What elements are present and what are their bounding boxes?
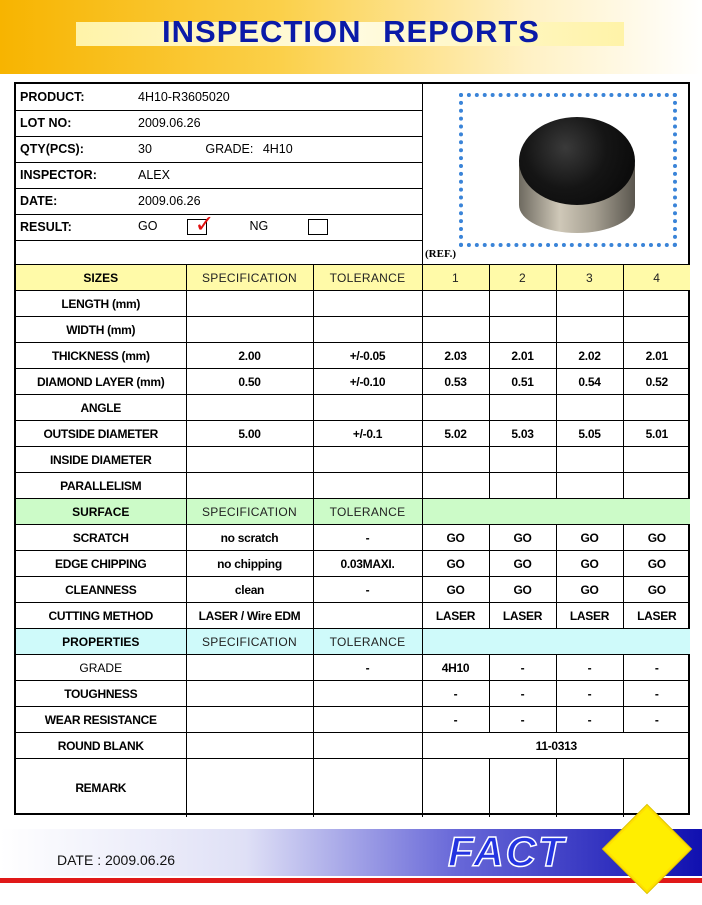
- sample-value-4: [623, 395, 690, 421]
- round-blank-tol: [313, 733, 422, 759]
- spec-cell: no chipping: [186, 551, 313, 577]
- row-label: DIAMOND LAYER (mm): [16, 369, 186, 395]
- remark-sample-2: [489, 759, 556, 817]
- row-label: INSIDE DIAMETER: [16, 447, 186, 473]
- ref-label: (REF.): [425, 248, 457, 260]
- spec-cell: [186, 291, 313, 317]
- tolerance-cell: [313, 603, 422, 629]
- sample-value-4: GO: [623, 577, 690, 603]
- sample-value-3: [556, 291, 623, 317]
- qty-value: 30: [138, 142, 152, 156]
- row-label: EDGE CHIPPING: [16, 551, 186, 577]
- info-row-qty: [16, 136, 422, 162]
- row-label: PARALLELISM: [16, 473, 186, 499]
- sample-value-3: GO: [556, 577, 623, 603]
- product-photo: [459, 93, 677, 247]
- remark-tol: [313, 759, 422, 817]
- spec-cell: [186, 655, 313, 681]
- result-label: RESULT:: [16, 214, 134, 240]
- tolerance-cell: +/-0.05: [313, 343, 422, 369]
- sample-value-4: [623, 447, 690, 473]
- table-row: [16, 551, 690, 577]
- tolerance-cell: [313, 317, 422, 343]
- tolerance-header: TOLERANCE: [313, 265, 422, 291]
- sample-value-2: [489, 473, 556, 499]
- remark-sample-1: [422, 759, 489, 817]
- inspector-label: INSPECTOR:: [16, 162, 134, 188]
- sample-value-3: [556, 447, 623, 473]
- sample-value-4: [623, 291, 690, 317]
- sample-value-3: [556, 395, 623, 421]
- sample-value-4: LASER: [623, 603, 690, 629]
- sample-value-1: 2.03: [422, 343, 489, 369]
- sizes-header-row: [16, 265, 690, 291]
- info-row-product: [16, 84, 422, 110]
- ng-checkbox[interactable]: [308, 219, 328, 235]
- spec-cell: 2.00: [186, 343, 313, 369]
- result-cell: [134, 210, 422, 240]
- spec-cell: [186, 707, 313, 733]
- sample-value-1: [422, 447, 489, 473]
- round-blank-value: 11-0313: [422, 733, 690, 759]
- row-label: OUTSIDE DIAMETER: [16, 421, 186, 447]
- sample-value-4: GO: [623, 525, 690, 551]
- sample-value-3: -: [556, 655, 623, 681]
- sample-value-2: GO: [489, 577, 556, 603]
- sample-value-2: 2.01: [489, 343, 556, 369]
- sample-value-1: GO: [422, 551, 489, 577]
- sample-value-2: -: [489, 681, 556, 707]
- row-label: CUTTING METHOD: [16, 603, 186, 629]
- sample-value-1: [422, 395, 489, 421]
- sample-value-2: [489, 395, 556, 421]
- round-blank-row: [16, 733, 690, 759]
- table-row: [16, 343, 690, 369]
- sample-value-1: -: [422, 681, 489, 707]
- sizes-header-label: SIZES: [16, 265, 186, 291]
- sample-value-3: 5.05: [556, 421, 623, 447]
- sample-value-1: [422, 291, 489, 317]
- lot-label: LOT NO:: [16, 110, 134, 136]
- sample-value-4: 2.01: [623, 343, 690, 369]
- remark-spec: [186, 759, 313, 817]
- tolerance-cell: -: [313, 525, 422, 551]
- ng-label: NG: [249, 219, 269, 234]
- sample-value-3: -: [556, 681, 623, 707]
- remark-sample-3: [556, 759, 623, 817]
- title-banner: [0, 0, 702, 74]
- sample-value-1: 0.53: [422, 369, 489, 395]
- product-value: 4H10-R3605020: [134, 84, 422, 110]
- sample-value-4: 5.01: [623, 421, 690, 447]
- sample-value-3: GO: [556, 551, 623, 577]
- product-label: PRODUCT:: [16, 84, 134, 110]
- table-row: [16, 421, 690, 447]
- sample-value-1: 4H10: [422, 655, 489, 681]
- sample-value-4: 0.52: [623, 369, 690, 395]
- properties-header-blank: [422, 629, 690, 655]
- info-row-inspector: [16, 162, 422, 188]
- info-row-result: [16, 214, 422, 240]
- checkmark-icon: ✓: [194, 210, 215, 238]
- sample-value-1: GO: [422, 577, 489, 603]
- sample-value-3: [556, 317, 623, 343]
- grade-label: GRADE:: [205, 142, 254, 156]
- sample-value-3: GO: [556, 525, 623, 551]
- round-blank-label: ROUND BLANK: [16, 733, 186, 759]
- tolerance-cell: [313, 395, 422, 421]
- row-label: ANGLE: [16, 395, 186, 421]
- row-label: SCRATCH: [16, 525, 186, 551]
- qty-label: QTY(PCS):: [16, 136, 134, 162]
- round-blank-spec: [186, 733, 313, 759]
- spec-cell: LASER / Wire EDM: [186, 603, 313, 629]
- tolerance-cell: [313, 447, 422, 473]
- sample-value-3: 2.02: [556, 343, 623, 369]
- spec-cell: [186, 681, 313, 707]
- sample-value-4: [623, 317, 690, 343]
- spec-cell: [186, 447, 313, 473]
- tolerance-cell: [313, 473, 422, 499]
- spacer-cell: [16, 240, 134, 266]
- sample-value-4: [623, 473, 690, 499]
- tolerance-cell: -: [313, 577, 422, 603]
- inspector-value: ALEX: [134, 162, 422, 188]
- specification-table: [16, 264, 690, 817]
- sample-header-4: 4: [623, 265, 690, 291]
- properties-header-row: [16, 629, 690, 655]
- spec-cell: clean: [186, 577, 313, 603]
- surface-header-blank: [422, 499, 690, 525]
- spec-cell: [186, 473, 313, 499]
- tolerance-header: TOLERANCE: [313, 499, 422, 525]
- table-row: [16, 291, 690, 317]
- sample-value-1: 5.02: [422, 421, 489, 447]
- tolerance-cell: 0.03MAXI.: [313, 551, 422, 577]
- sample-value-2: -: [489, 655, 556, 681]
- sample-value-4: GO: [623, 551, 690, 577]
- info-row-spacer: [16, 240, 422, 266]
- page-title: INSPECTION REPORTS: [162, 14, 540, 49]
- sample-header-1: 1: [422, 265, 489, 291]
- footer-date: DATE : 2009.06.26: [57, 852, 176, 868]
- tolerance-cell: +/-0.10: [313, 369, 422, 395]
- sample-value-4: -: [623, 707, 690, 733]
- info-row-date: [16, 188, 422, 214]
- footer: [0, 826, 702, 905]
- grade-value: 4H10: [262, 142, 293, 156]
- specification-header: SPECIFICATION: [186, 265, 313, 291]
- remark-sample-4: [623, 759, 690, 817]
- row-label: CLEANNESS: [16, 577, 186, 603]
- date-value: 2009.06.26: [134, 188, 422, 214]
- spec-cell: [186, 395, 313, 421]
- tolerance-cell: -: [313, 655, 422, 681]
- table-row: [16, 577, 690, 603]
- remark-row: [16, 759, 690, 817]
- date-label: DATE:: [16, 188, 134, 214]
- surface-header-label: SURFACE: [16, 499, 186, 525]
- table-row: [16, 681, 690, 707]
- info-row-lot: [16, 110, 422, 136]
- properties-header-label: PROPERTIES: [16, 629, 186, 655]
- sample-value-1: GO: [422, 525, 489, 551]
- row-label: GRADE: [16, 655, 186, 681]
- spec-cell: 5.00: [186, 421, 313, 447]
- sample-value-2: [489, 447, 556, 473]
- table-row: [16, 473, 690, 499]
- surface-header-row: [16, 499, 690, 525]
- table-row: [16, 603, 690, 629]
- sample-value-2: GO: [489, 551, 556, 577]
- qty-grade-cell: [134, 136, 422, 162]
- sample-value-2: GO: [489, 525, 556, 551]
- spec-cell: [186, 317, 313, 343]
- table-row: [16, 525, 690, 551]
- sample-value-4: -: [623, 655, 690, 681]
- table-row: [16, 655, 690, 681]
- sample-value-4: -: [623, 681, 690, 707]
- specification-header: SPECIFICATION: [186, 629, 313, 655]
- sample-value-1: [422, 473, 489, 499]
- row-label: LENGTH (mm): [16, 291, 186, 317]
- tolerance-cell: +/-0.1: [313, 421, 422, 447]
- sample-value-2: -: [489, 707, 556, 733]
- footer-red-line: [0, 878, 702, 883]
- sample-value-3: 0.54: [556, 369, 623, 395]
- table-row: [16, 369, 690, 395]
- sample-header-3: 3: [556, 265, 623, 291]
- spacer-cell-2: [134, 240, 422, 266]
- row-label: TOUGHNESS: [16, 681, 186, 707]
- sample-value-3: LASER: [556, 603, 623, 629]
- sample-value-1: [422, 317, 489, 343]
- remark-label: REMARK: [16, 759, 186, 817]
- pcd-blank-top: [519, 117, 635, 205]
- table-row: [16, 317, 690, 343]
- sample-header-2: 2: [489, 265, 556, 291]
- sample-value-2: [489, 291, 556, 317]
- product-info-table: [16, 84, 422, 266]
- inspection-report: [14, 82, 690, 815]
- specification-header: SPECIFICATION: [186, 499, 313, 525]
- fact-logo: FACT: [448, 828, 566, 875]
- table-row: [16, 395, 690, 421]
- sample-value-2: [489, 317, 556, 343]
- tolerance-cell: [313, 291, 422, 317]
- go-label: GO: [138, 219, 158, 234]
- table-row: [16, 707, 690, 733]
- sample-value-2: 0.51: [489, 369, 556, 395]
- sample-value-3: [556, 473, 623, 499]
- row-label: THICKNESS (mm): [16, 343, 186, 369]
- product-photo-area: [422, 84, 690, 264]
- lot-value: 2009.06.26: [134, 110, 422, 136]
- row-label: WIDTH (mm): [16, 317, 186, 343]
- sample-value-2: LASER: [489, 603, 556, 629]
- row-label: WEAR RESISTANCE: [16, 707, 186, 733]
- spec-cell: 0.50: [186, 369, 313, 395]
- tolerance-header: TOLERANCE: [313, 629, 422, 655]
- sample-value-1: LASER: [422, 603, 489, 629]
- tolerance-cell: [313, 707, 422, 733]
- sample-value-2: 5.03: [489, 421, 556, 447]
- sample-value-1: -: [422, 707, 489, 733]
- table-row: [16, 447, 690, 473]
- sample-value-3: -: [556, 707, 623, 733]
- tolerance-cell: [313, 681, 422, 707]
- go-checkbox[interactable]: [187, 210, 215, 238]
- spec-cell: no scratch: [186, 525, 313, 551]
